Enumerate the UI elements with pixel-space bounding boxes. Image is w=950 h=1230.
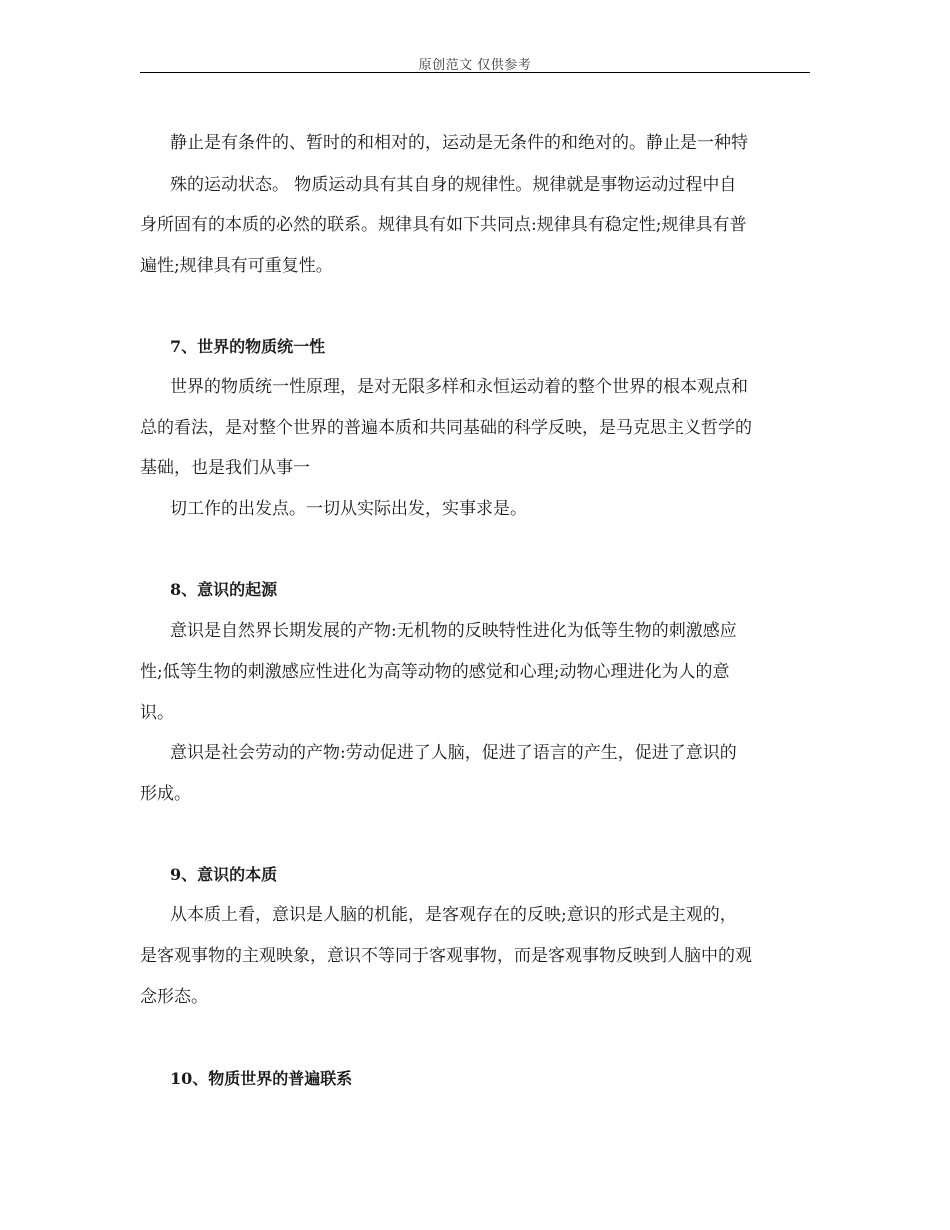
text-line: 切工作的出发点。一切从实际出发，实事求是。 bbox=[170, 499, 527, 519]
text-line: 性;低等生物的刺激感应性进化为高等动物的感觉和心理;动物心理进化为人的意 bbox=[140, 662, 730, 682]
header-text: 原创范文 仅供参考 bbox=[418, 58, 532, 73]
text-line: 殊的运动状态。 物质运动具有其自身的规律性。规律就是事物运动过程中自 bbox=[170, 175, 737, 195]
section-heading-7: 7、世界的物质统一性 bbox=[170, 337, 326, 356]
text-line: 识。 bbox=[140, 703, 174, 723]
text-line: 总的看法，是对整个世界的普遍本质和共同基础的科学反映，是马克思主义哲学的 bbox=[140, 418, 752, 438]
section-heading-9: 9、意识的本质 bbox=[170, 865, 278, 884]
section-heading-8: 8、意识的起源 bbox=[170, 580, 278, 599]
header-divider bbox=[140, 72, 810, 73]
text-line: 基础，也是我们从事一 bbox=[140, 458, 310, 478]
text-line: 身所固有的本质的必然的联系。规律具有如下共同点:规律具有稳定性;规律具有普 bbox=[140, 215, 747, 235]
section-heading-10: 10、物质世界的普遍联系 bbox=[170, 1069, 353, 1088]
text-line: 世界的物质统一性原理，是对无限多样和永恒运动着的整个世界的根本观点和 bbox=[170, 377, 748, 397]
text-line: 形成。 bbox=[140, 784, 191, 804]
text-line: 念形态。 bbox=[140, 987, 208, 1007]
text-line: 意识是自然界长期发展的产物:无机物的反映特性进化为低等生物的刺激感应 bbox=[170, 621, 737, 641]
text-line: 是客观事物的主观映象，意识不等同于客观事物，而是客观事物反映到人脑中的观 bbox=[140, 946, 752, 966]
text-line: 遍性;规律具有可重复性。 bbox=[140, 256, 333, 276]
text-line: 从本质上看，意识是人脑的机能，是客观存在的反映;意识的形式是主观的， bbox=[170, 905, 737, 925]
text-line: 静止是有条件的、暂时的和相对的，运动是无条件的和绝对的。静止是一种特 bbox=[170, 133, 748, 153]
text-line: 意识是社会劳动的产物:劳动促进了人脑，促进了语言的产生，促进了意识的 bbox=[170, 743, 737, 763]
